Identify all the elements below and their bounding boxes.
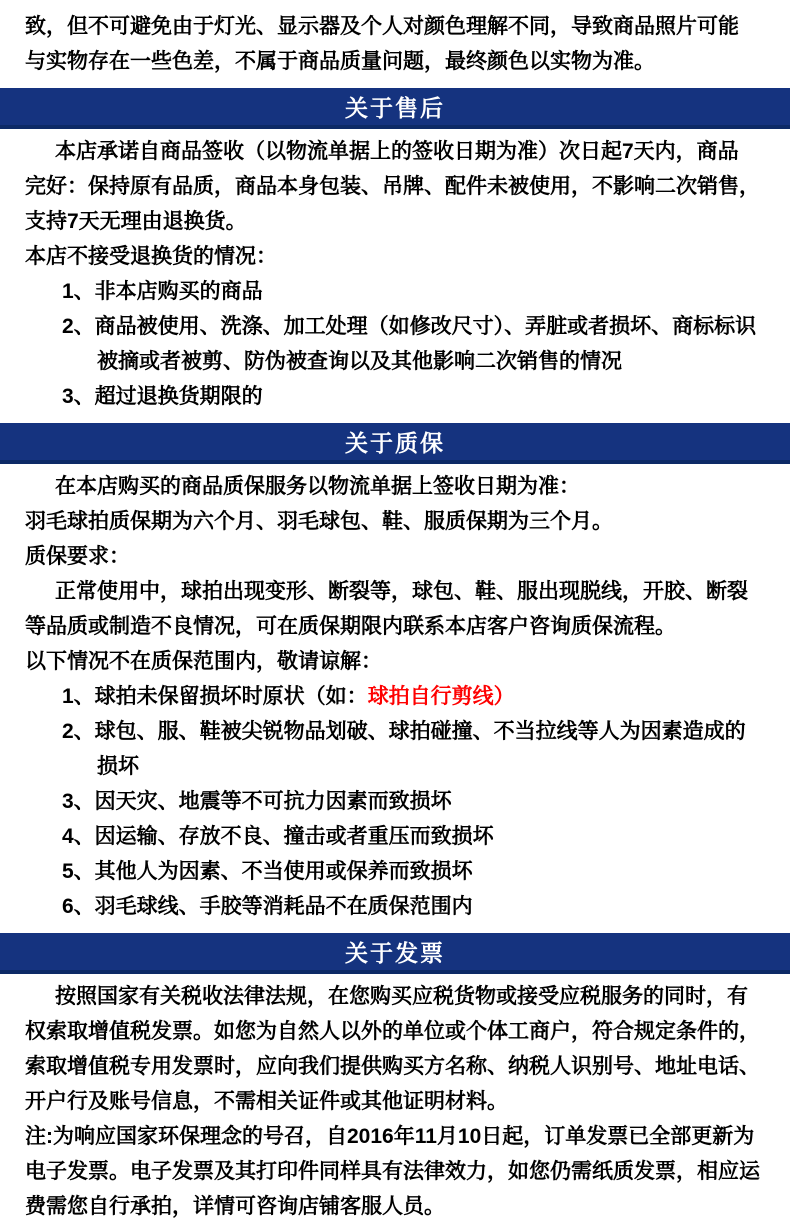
text-segment: 支持7天无理由退换货。	[25, 210, 247, 233]
text-line	[0, 309, 790, 344]
text-segment: 完好：保持原有品质，商品本身包装、吊牌、配件未被使用，不影响二次销售，	[25, 175, 760, 198]
text-segment: 费需您自行承拍，详情可咨询店铺客服人员。	[25, 1195, 445, 1218]
text-segment: 4、因运输、存放不良、撞击或者重压而致损坏	[62, 825, 494, 848]
text-line	[0, 679, 790, 714]
text-segment: 本店承诺自商品签收（以物流单据上的签收日期为准）次日起7天内，商品	[55, 140, 739, 163]
text-segment: 注:为响应国家环保理念的号召，自2016年11月10日起，订单发票已全部更新为	[25, 1125, 755, 1148]
text-line	[0, 204, 790, 239]
text-segment: 6、羽毛球线、手胶等消耗品不在质保范围内	[62, 895, 473, 918]
text-line	[0, 169, 790, 204]
text-line	[0, 344, 790, 379]
text-segment: 以下情况不在质保范围内，敬请谅解：	[25, 650, 382, 673]
text-segment: 权索取增值税发票。如您为自然人以外的单位或个体工商户，符合规定条件的，	[25, 1020, 760, 1043]
text-line	[0, 714, 790, 749]
text-segment: 与实物存在一些色差，不属于商品质量问题，最终颜色以实物为准。	[25, 50, 655, 73]
text-segment: 开户行及账号信息，不需相关证件或其他证明材料。	[25, 1090, 508, 1113]
text-line	[0, 1154, 790, 1189]
text-segment: 3、因天灾、地震等不可抗力因素而致损坏	[62, 790, 452, 813]
text-segment: 1、球拍未保留损坏时原状（如：	[62, 685, 368, 708]
policy-block	[0, 423, 790, 924]
text-line	[0, 889, 790, 924]
text-line	[0, 1049, 790, 1084]
text-segment: 2、商品被使用、洗涤、加工处理（如修改尺寸）、弄脏或者损坏、商标标识	[62, 315, 757, 338]
section-banner-title: 关于质保	[345, 430, 445, 456]
text-line	[0, 749, 790, 784]
policy-block	[0, 933, 790, 1224]
policy-block	[0, 88, 790, 414]
text-line	[0, 1189, 790, 1224]
text-line	[0, 979, 790, 1014]
text-segment: 2、球包、服、鞋被尖锐物品划破、球拍碰撞、不当拉线等人为因素造成的	[62, 720, 746, 743]
text-line	[0, 1084, 790, 1119]
text-line	[0, 1014, 790, 1049]
text-segment: 索取增值税专用发票时，应向我们提供购买方名称、纳税人识别号、地址电话、	[25, 1055, 760, 1078]
text-segment: 本店不接受退换货的情况：	[25, 245, 277, 268]
text-segment: 5、其他人为因素、不当使用或保养而致损坏	[62, 860, 473, 883]
text-line	[0, 504, 790, 539]
text-line	[0, 1119, 790, 1154]
text-segment: 被摘或者被剪、防伪被查询以及其他影响二次销售的情况	[97, 350, 622, 373]
section-banner-title: 关于发票	[345, 940, 445, 966]
text-segment: 1、非本店购买的商品	[62, 280, 263, 303]
text-line	[0, 854, 790, 889]
text-segment: 损坏	[97, 755, 139, 778]
section-banner-title: 关于售后	[345, 95, 445, 121]
text-line	[0, 379, 790, 414]
text-line	[0, 469, 790, 504]
text-line	[0, 644, 790, 679]
text-segment: 3、超过退换货期限的	[62, 385, 263, 408]
text-line	[0, 539, 790, 574]
text-line	[0, 274, 790, 309]
section-banner-after-sales	[0, 88, 790, 129]
text-line	[0, 819, 790, 854]
text-line	[0, 134, 790, 169]
text-segment: 在本店购买的商品质保服务以物流单据上签收日期为准：	[55, 475, 580, 498]
text-line	[0, 574, 790, 609]
text-segment: 等品质或制造不良情况，可在质保期限内联系本店客户咨询质保流程。	[25, 615, 676, 638]
text-segment: 致，但不可避免由于灯光、显示器及个人对颜色理解不同，导致商品照片可能	[25, 15, 739, 38]
text-line	[0, 44, 790, 79]
text-segment: 质保要求：	[25, 545, 130, 568]
section-banner-warranty	[0, 423, 790, 464]
section-banner-invoice	[0, 933, 790, 974]
text-line	[0, 609, 790, 644]
text-line	[0, 784, 790, 819]
text-segment: 正常使用中，球拍出现变形、断裂等，球包、鞋、服出现脱线，开胶、断裂	[55, 580, 748, 603]
highlighted-text: 球拍自行剪线）	[367, 685, 515, 708]
text-segment: 电子发票。电子发票及其打印件同样具有法律效力，如您仍需纸质发票，相应运	[25, 1160, 760, 1183]
text-line	[0, 9, 790, 44]
text-segment: 按照国家有关税收法律法规，在您购买应税货物或接受应税服务的同时，有	[55, 985, 748, 1008]
text-segment: 羽毛球拍质保期为六个月、羽毛球包、鞋、服质保期为三个月。	[25, 510, 613, 533]
policy-block	[0, 9, 790, 79]
text-line	[0, 239, 790, 274]
